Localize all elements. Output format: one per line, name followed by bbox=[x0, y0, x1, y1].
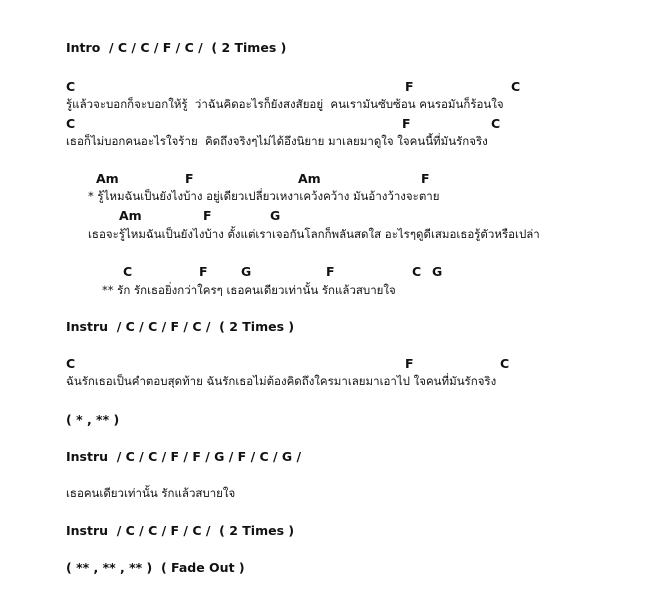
chord: F bbox=[326, 264, 335, 279]
lyric-line: เธอจะรู้ไหมฉันเป็นยังไงบ้าง ตั้งแต่เราเจอกันโลกก็พลันสดใส อะไรๆดูดีเสมอเธอรู้ตัวหรือเปล่า bbox=[88, 227, 540, 241]
lyric-line: เธอคนเดียวเท่านั้น รักแล้วสบายใจ bbox=[66, 486, 236, 500]
chord: C bbox=[500, 356, 510, 371]
instru-line: Instru / C / C / F / F / G / F / C / G / bbox=[66, 449, 302, 464]
lyric-line: เธอก็ไม่บอกคนอะไรใจร้าย คิดถึงจริงๆไม่ได้อึงนิยาย มาเลยมาดูใจ ใจคนนี้ที่มันรักจริง bbox=[66, 134, 488, 148]
repeat-marker: ( * , ** ) bbox=[66, 412, 120, 427]
chord: C bbox=[66, 356, 76, 371]
fade-out-line: ( ** , ** , ** ) ( Fade Out ) bbox=[66, 560, 245, 575]
chord: C bbox=[491, 116, 501, 131]
chord: C bbox=[511, 79, 521, 94]
chord: Am bbox=[96, 171, 119, 186]
lyric-line: ฉันรักเธอเป็นคำตอบสุดท้าย ฉันรักเธอไม่ต้องคิดถึงใครมาเลยมาเอาไป ใจคนที่มันรักจริง bbox=[66, 374, 497, 388]
chord: F bbox=[185, 171, 194, 186]
chord: C bbox=[66, 79, 76, 94]
chord: F bbox=[421, 171, 430, 186]
chord: F bbox=[405, 356, 414, 371]
lyric-line: ** รัก รักเธอยิ่งกว่าใครๆ เธอคนเดียวเท่านั้น รักแล้วสบายใจ bbox=[102, 283, 396, 297]
chord: F bbox=[405, 79, 414, 94]
chord: G bbox=[270, 208, 281, 223]
chord: C bbox=[412, 264, 422, 279]
chord: F bbox=[402, 116, 411, 131]
chord: C bbox=[66, 116, 76, 131]
instru-line: Instru / C / C / F / C / ( 2 Times ) bbox=[66, 523, 295, 538]
lyric-line: * รู้ไหมฉันเป็นยังไงบ้าง อยู่เดียวเปลี่ยวเหงาเคว้งคว้าง มันอ้างว้างจะตาย bbox=[88, 189, 440, 203]
lyric-line: รู้แล้วจะบอกก็จะบอกให้รู้ ว่าฉันคิดอะไรก็ยังสงสัยอยู่ คนเรามันซับซ้อน คนรอมันก็ร้อนใจ bbox=[66, 97, 504, 111]
chord: Am bbox=[298, 171, 321, 186]
chord: F bbox=[199, 264, 208, 279]
chord: G bbox=[241, 264, 252, 279]
chord: F bbox=[203, 208, 212, 223]
instru-line: Instru / C / C / F / C / ( 2 Times ) bbox=[66, 319, 295, 334]
chord: Am bbox=[119, 208, 142, 223]
chord: G bbox=[432, 264, 443, 279]
chord: C bbox=[123, 264, 133, 279]
intro-line: Intro / C / C / F / C / ( 2 Times ) bbox=[66, 40, 287, 55]
